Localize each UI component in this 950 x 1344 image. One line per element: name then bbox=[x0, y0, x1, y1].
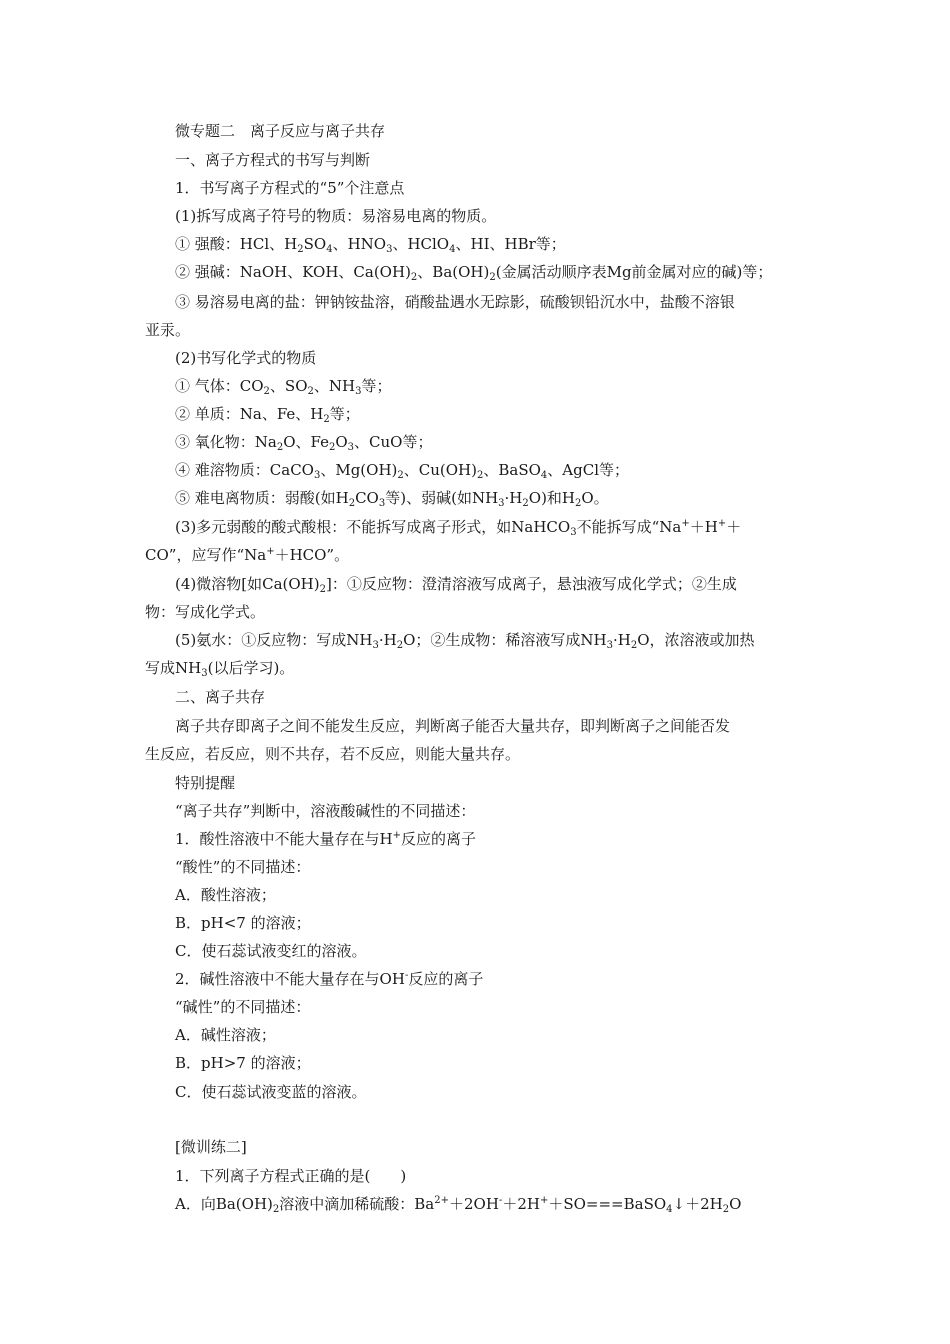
paragraph: (1)拆写成离子符号的物质：易溶易电离的物质。 bbox=[175, 207, 497, 225]
paragraph-continued: 写成$NH_3$(以后学习)。 bbox=[145, 659, 295, 679]
list-item: B．pH<7 的溶液； bbox=[175, 914, 311, 932]
subheading: 1．酸性溶液中不能大量存在与H+反应的离子 bbox=[175, 830, 477, 848]
list-item: ③ 易溶易电离的盐：钾钠铵盐溶，硝酸盐遇水无踪影，硫酸钡铅沉水中，盐酸不溶银 bbox=[175, 293, 735, 311]
paragraph: (3)多元弱酸的酸式酸根：不能拆写成离子形式，如NaHCO$_3$不能拆写成“Na+＋H+＋ bbox=[175, 518, 742, 538]
list-item: ④ 难溶物质：CaCO$_3$、$Mg(OH)_2$、$Cu(OH)_2$、BaSO$_4$、AgCl等； bbox=[175, 461, 630, 481]
paragraph: 离子共存即离子之间不能发生反应，判断离子能否大量共存，即判断离子之间能否发 bbox=[175, 717, 731, 735]
paragraph: (5)氨水：①反应物：写成$NH_3\cdot H_2O$；②生成物：稀溶液写成$NH_3\cdot H_2O$，浓溶液或加热 bbox=[175, 631, 755, 651]
page-title: 微专题二 离子反应与离子共存 bbox=[175, 122, 386, 140]
list-item: ② 单质：Na、Fe、$H_2$等； bbox=[175, 405, 360, 425]
question: 1．下列离子方程式正确的是( ) bbox=[175, 1167, 407, 1185]
exercise-title: [微训练二] bbox=[175, 1138, 247, 1156]
list-item: A．酸性溶液； bbox=[175, 886, 276, 904]
list-item: ① 强酸：HCl、$H_2SO_4$、$HNO_3$、HClO$_4$、HI、HBr等； bbox=[175, 235, 566, 255]
list-item: ③ 氧化物：$Na_2O$、$Fe_2O_3$、CuO等； bbox=[175, 433, 433, 453]
section-heading: 二、离子共存 bbox=[175, 688, 266, 706]
list-item: A．碱性溶液； bbox=[175, 1026, 276, 1044]
list-item: ② 强碱：NaOH、KOH、$Ca(OH)_2$、$Ba(OH)_2$(金属活动顺序表Mg前金属对应的碱)等； bbox=[175, 263, 773, 283]
paragraph-continued: 物：写成化学式。 bbox=[145, 603, 266, 621]
list-item-continued: 亚汞。 bbox=[145, 321, 191, 339]
subheading: 2．碱性溶液中不能大量存在与OH-反应的离子 bbox=[175, 970, 484, 988]
list-item: C．使石蕊试液变蓝的溶液。 bbox=[175, 1083, 367, 1101]
paragraph: (4)微溶物[如$Ca(OH)_2$]：①反应物：澄清溶液写成离子，悬浊液写成化学式；②生成 bbox=[175, 575, 737, 595]
tip-description: “离子共存”判断中，溶液酸碱性的不同描述： bbox=[175, 802, 476, 820]
paragraph: “碱性”的不同描述： bbox=[175, 998, 311, 1016]
list-item: ① 气体：$CO_2$、$SO_2$、$NH_3$等； bbox=[175, 377, 392, 397]
paragraph-continued: 生反应，若反应，则不共存，若不反应，则能大量共存。 bbox=[145, 745, 521, 763]
paragraph-continued: CO”，应写作“Na+＋HCO”。 bbox=[145, 546, 350, 564]
list-item: ⑤ 难电离物质：弱酸(如$H_2CO_3$等)、弱碱(如$NH_3\cdot H_2O$)和$H_2O$。 bbox=[175, 489, 609, 509]
section-heading: 一、离子方程式的书写与判断 bbox=[175, 151, 371, 169]
list-item: C．使石蕊试液变红的溶液。 bbox=[175, 942, 367, 960]
paragraph: “酸性”的不同描述： bbox=[175, 858, 311, 876]
tip-title: 特别提醒 bbox=[175, 774, 236, 792]
subheading: 1．书写离子方程式的“5”个注意点 bbox=[175, 179, 405, 197]
paragraph: (2)书写化学式的物质 bbox=[175, 349, 317, 367]
list-item: B．pH>7 的溶液； bbox=[175, 1054, 311, 1072]
question-option: A．向$Ba(OH)_2$溶液中滴加稀硫酸：$Ba^{2+}+2OH^-+2H^++SO===BaSO_4↓+2H_2O$ bbox=[175, 1195, 742, 1215]
